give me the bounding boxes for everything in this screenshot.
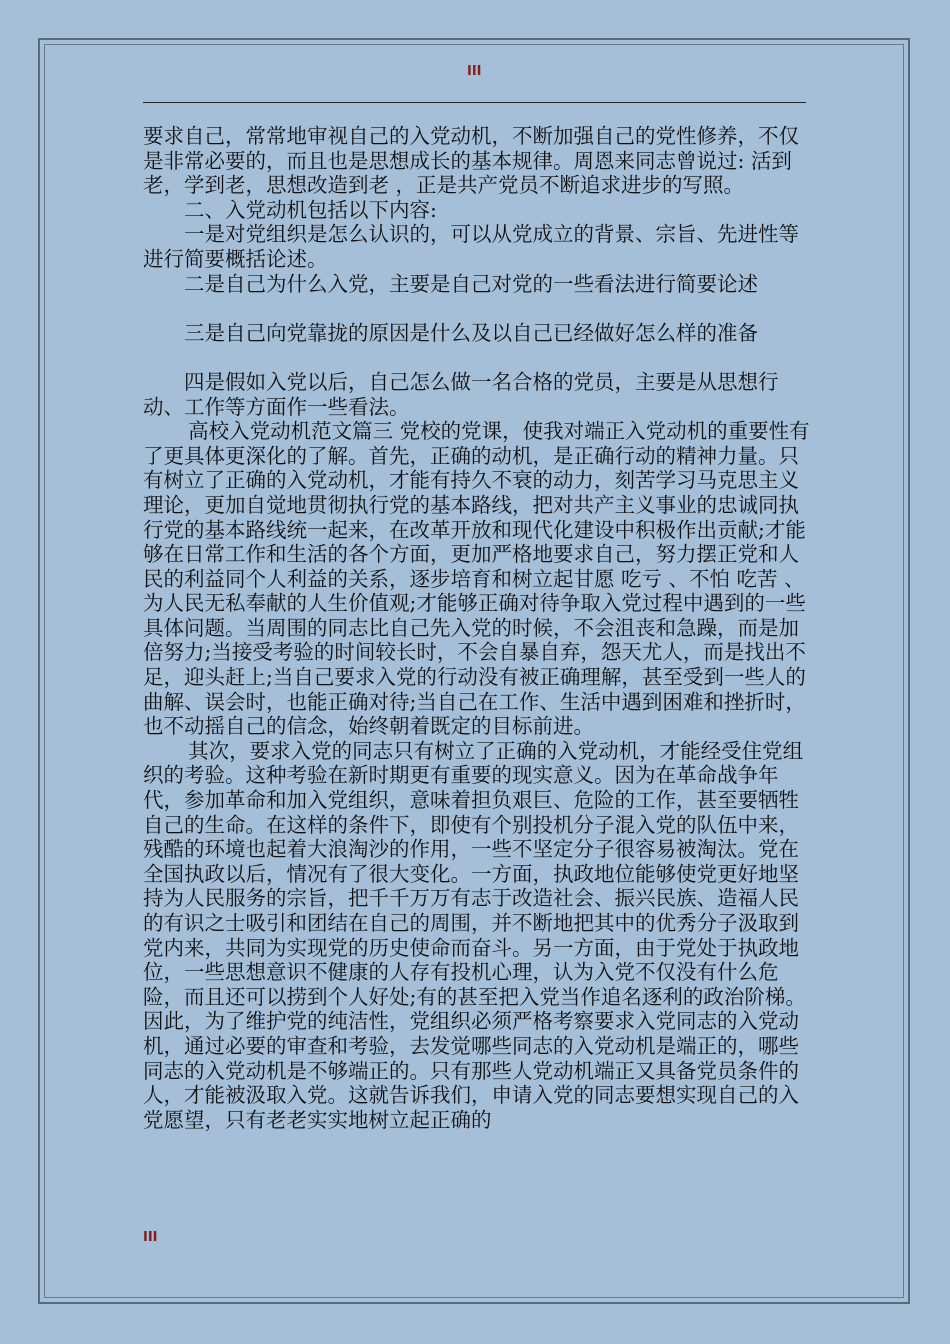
paragraph-essay-three: 高校入党动机范文篇三 党校的党课，使我对端正入党动机的重要性有了更具体更深化的了解。首先，正确的动机，是正确行动的精神力量。只有树立了正确的入党动机，才能有持久不衰的动力，刻苦学习马克思主义理论，更加自觉地贯彻执行党的基本路线，把对共产主义事业的忠诚同执行党的基本路线统一起来，在改革开放和现代化建设中积极作出贡献;才能够在日常工作和生活的各个方面，更加严格地要求自己，努力摆正党和人民的利益同个人利益的关系，逐步培育和树立起甘愿 吃亏 、不怕 吃苦 、为人民无私奉献的人生价值观;才能够正确对待争取入党过程中遇到的一些具体问题。当周围的同志比自己先入党的时候，不会沮丧和急躁，而是加倍努力;当接受考验的时间较长时，不会自暴自弃，怨天尤人，而是找出不足，迎头赶上;当自己要求入党的行动没有被正确理解，甚至受到一些人的曲解、误会时，也能正确对待;当自己在工作、生活中遇到困难和挫折时，也不动摇自己的信念，始终朝着既定的目标前进。: [143, 419, 810, 739]
footer-mark: III: [143, 1230, 158, 1245]
header-mark: III: [467, 64, 482, 79]
paragraph-point-three: 三是自己向党靠拢的原因是什么及以自己已经做好怎么样的准备: [184, 320, 758, 345]
paragraph-point-one: 一是对党组织是怎么认识的，可以从党成立的背景、宗旨、先进性等进行简要概括论述。: [143, 222, 799, 271]
paragraph-secondly: 其次，要求入党的同志只有树立了正确的入党动机，才能经受住党组织的考验。这种考验在新时期更有重要的现实意义。因为在革命战争年代，参加革命和加入党组织，意味着担负艰巨、危险的工作，甚至要牺牲自己的生命。在这样的条件下，即使有个别投机分子混入党的队伍中来，残酷的环境也起着大浪淘沙的作用，一些不坚定分子很容易被淘汰。党在全国执政以后，情况有了很大变化。一方面，执政地位能够使党更好地坚持为人民服务的宗旨，把千千万万有志于改造社会、振兴民族、造福人民的有识之士吸引和团结在自己的周围，并不断地把其中的优秀分子汲取到党内来，共同为实现党的历史使命而奋斗。另一方面，由于党处于执政地位，一些思想意识不健康的人存有投机心理，认为入党不仅没有什么危险，而且还可以捞到个人好处;有的甚至把入党当作追名逐利的政治阶梯。因此，为了维护党的纯洁性，党组织必须严格考察要求入党同志的入党动机，通过必要的审查和考验，去发觉哪些同志的入党动机是端正的，哪些同志的入党动机是不够端正的。只有那些人党动机端正又具备党员条件的人，才能被汲取入党。这就告诉我们，申请入党的同志要想实现自己的入党愿望，只有老老实实地树立起正确的: [143, 738, 806, 1132]
document-body: [143, 124, 811, 1132]
header-rule: [143, 102, 806, 103]
paragraph-section-heading: 二、入党动机包括以下内容:: [184, 197, 437, 222]
paragraph-point-four: 四是假如入党以后，自己怎么做一名合格的党员，主要是从思想行动、工作等方面作一些看法。: [143, 369, 779, 419]
paragraph-point-two: 二是自己为什么入党，主要是自己对党的一些看法进行简要论述: [184, 271, 758, 296]
paragraph-intro: 要求自己，常常地审视自己的入党动机，不断加强自己的党性修养，不仅是非常必要的，而且也是思想成长的基本规律。周恩来同志曾说过: 活到老，学到老，思想改造到老 ，正是共产党员不断追求进步的写照。: [143, 124, 799, 198]
